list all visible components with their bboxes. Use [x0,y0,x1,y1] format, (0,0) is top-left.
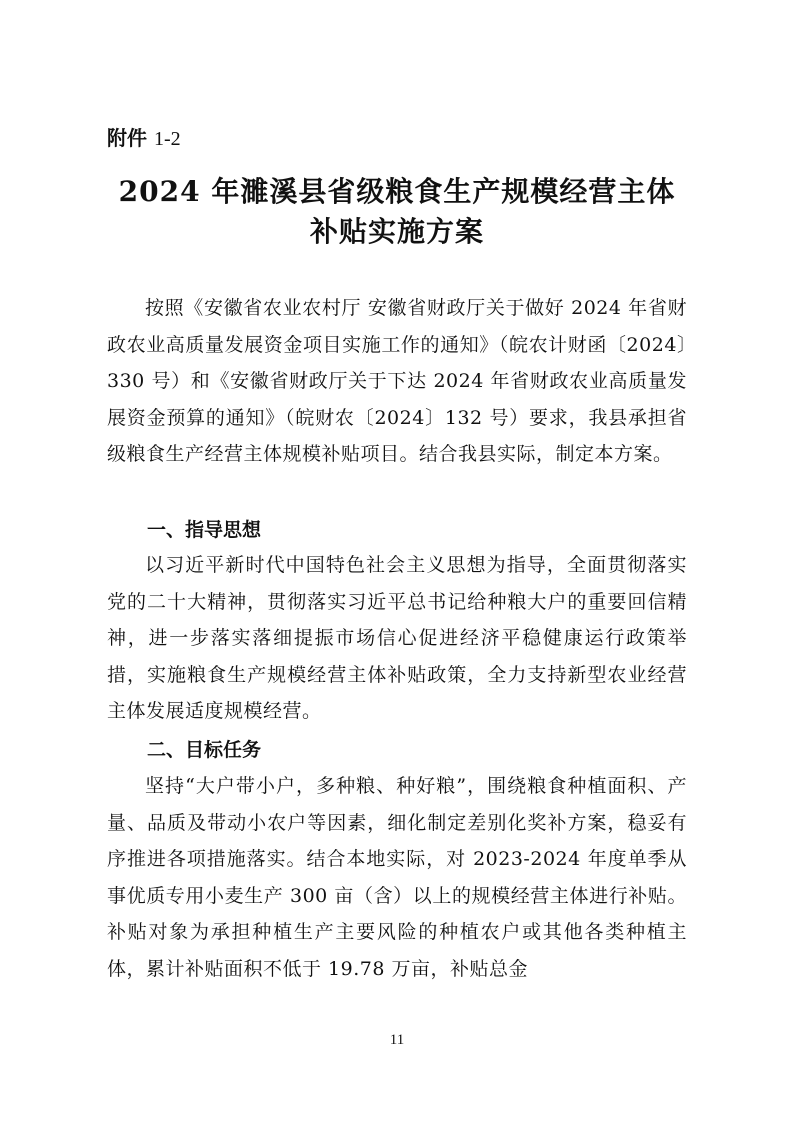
attachment-number: 1-2 [153,128,181,150]
attachment-label [107,124,181,153]
section-heading-target-tasks: 二、目标任务 [147,739,262,761]
section-paragraph-guiding-ideology: 以习近平新时代中国特色社会主义思想为指导，全面贯彻落实党的二十大精神，贯彻落实习近平总书记给种粮大户的重要回信精神，进一步落实落细提振市场信心促进经济平稳健康运行政策举措，实施粮食生产规模经营主体补贴政策，全力支持新型农业经营主体发展适度规模经营。 [107,554,687,722]
attachment-prefix: 附件 [107,126,147,150]
section-heading-guiding-ideology: 一、指导思想 [147,519,262,541]
page-number: 11 [389,1032,405,1048]
document-title-line-1: 2024 年濉溪县省级粮食生产规模经营主体 [118,175,676,208]
section-paragraph-target-tasks: 坚持“大户带小户，多种粮、种好粮”，围绕粮食种植面积、产量、品质及带动小农户等因素，细化制定差别化奖补方案，稳妥有序推进各项措施落实。结合本地实际，对 2023-2024 年度单季从事优质专用小麦生产 300 亩（含）以上的规模经营主体进行补贴。补贴对象为承担种植生产主要风险的种植农户或其他各类种植主体，累计补贴面积不低于 19.78 万亩，补贴总金 [107,775,687,980]
document-title-line-2: 补贴实施方案 [309,215,484,248]
intro-paragraph: 按照《安徽省农业农村厅 安徽省财政厅关于做好 2024 年省财政农业高质量发展资金项目实施工作的通知》（皖农计财函〔2024〕330 号）和《安徽省财政厅关于下达 2024 年省财政农业高质量发展资金预算的通知》（皖财农〔2024〕132 号）要求，我县承担省级粮食生产经营主体规模补贴项目。结合我县实际，制定本方案。 [107,297,687,465]
